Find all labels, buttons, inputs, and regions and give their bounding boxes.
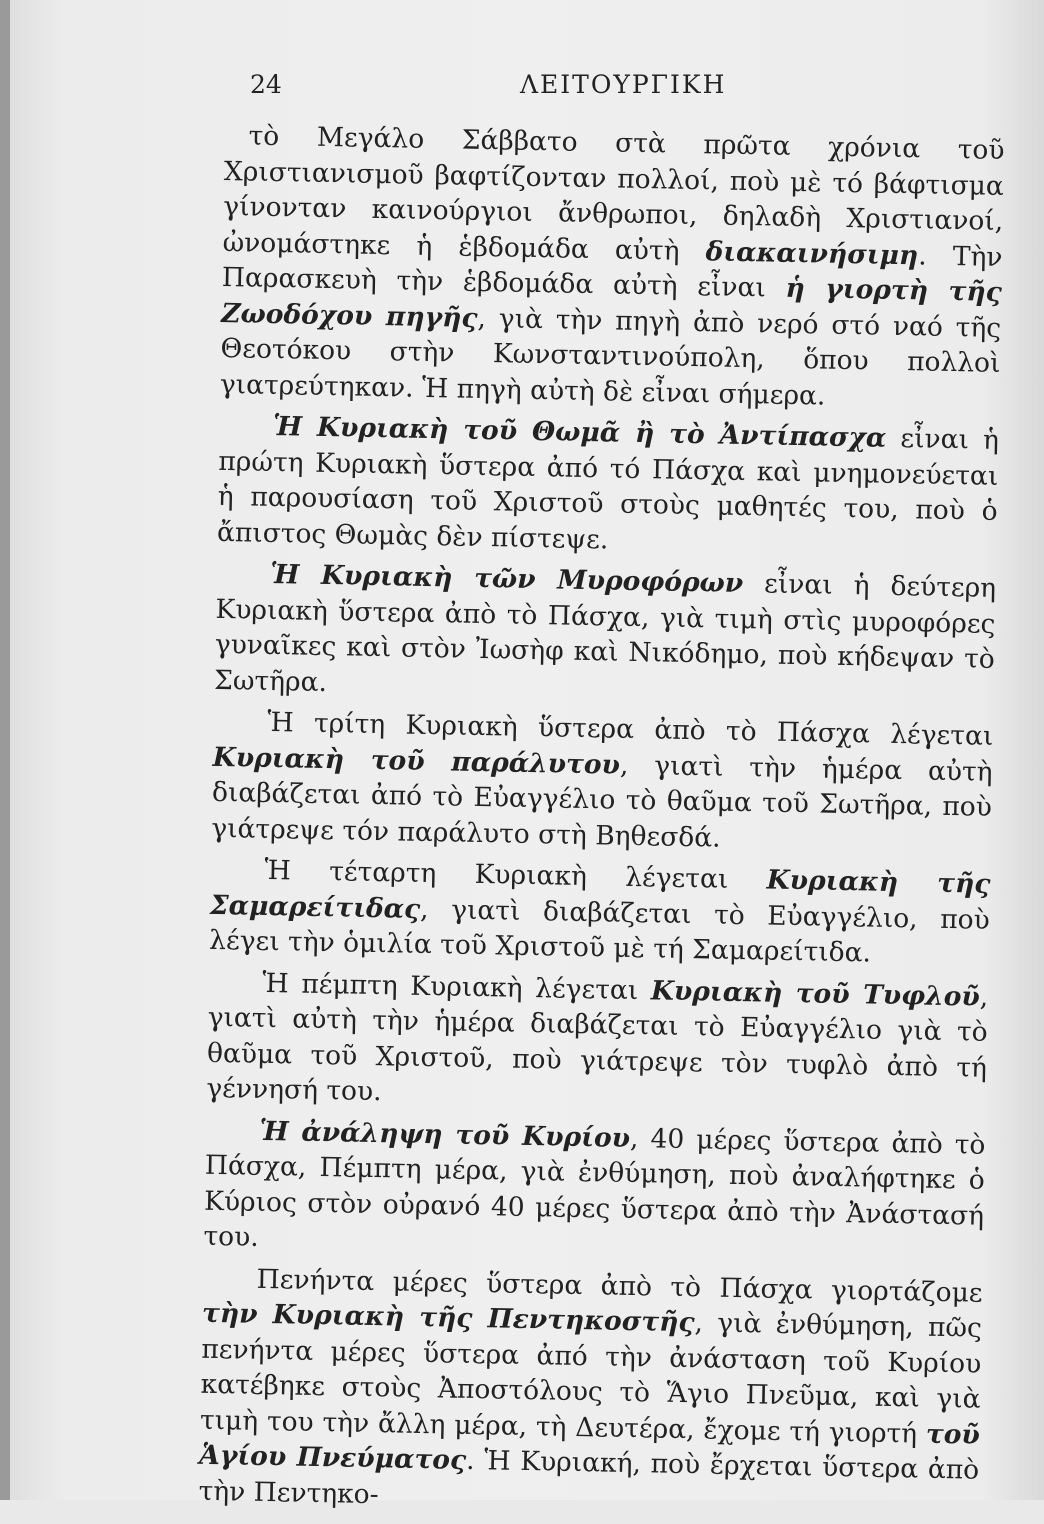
paragraph-ascension: Ἡ ἀνάληψη τοῦ Κυρίου, 40 μέρες ὕστερα ἀπὸ τὸ Πάσχα, Πέμπτη μέρα, γιὰ ἐνθύμηση, ποὺ ἀναλήφτηκε ὁ Κύριος στὸν οὐρανό 40 μέρες ὕστερα ἀπὸ τὴν Ἀνάστασή του. — [203, 1115, 986, 1253]
paragraph-easter-week: τὸ Μεγάλο Σάββατο στὰ πρῶτα χρόνια τοῦ Χριστιανισμοῦ βαφτίζονταν πολλοί, ποὺ μὲ τό βάφτισμα γίνονταν καινούργιοι ἄνθρωποι, δηλαδὴ Χριστιανοί, ὠνομάστηκε ἡ ἑβδομάδα αὐτὴ διακαινήσιμη. Τὴν Παρασκευὴ τὴν ἑβδομάδα αὐτὴ εἶναι ἡ γιορτὴ τῆς Ζωοδόχου πηγῆς, γιὰ τὴν πηγὴ ἀπὸ νερό στό ναό τῆς Θεοτόκου στὴν Κωνσταντινούπολη, ὅπου πολλοὶ γιατρεύτηκαν. Ἡ πηγὴ αὐτὴ δὲ εἶναι σήμερα. — [219, 120, 1005, 412]
running-head — [0, 70, 1044, 110]
term-zoodochos-pigi: ἡ γιορτὴ τῆς Ζωοδόχου πηγῆς — [220, 272, 1003, 334]
running-title: ΛΕΙΤΟΥΡΓΙΚΗ — [520, 70, 727, 99]
term-ascension: Ἡ ἀνάληψη τοῦ Κυρίου — [259, 1115, 631, 1154]
term-paralytic: Κυριακὴ τοῦ παράλυτου — [212, 741, 621, 781]
term-pentecost: τὴν Κυριακὴ τῆς Πεντηκοστῆς — [201, 1297, 695, 1339]
term-holy-spirit: τοῦ Ἁγίου Πνεύματος — [199, 1418, 981, 1476]
term-samaritan: Κυριακὴ τῆς Σαμαρείτιδας — [209, 864, 991, 925]
term-blind-man: Κυριακὴ τοῦ Τυφλοῦ — [650, 974, 981, 1013]
paragraph-myrrhbearers-sunday: Ἡ Κυριακὴ τῶν Μυροφόρων εἶναι ἡ δεύτερη Κυριακὴ ὕστερα ἀπὸ τὸ Πάσχα, γιὰ τιμὴ στὶς μυροφόρες γυναῖκες καὶ στὸν Ἰωσὴφ καὶ Νικόδημο, ποὺ κήδεψαν τὸ Σωτῆρα. — [213, 558, 997, 698]
body-text — [198, 118, 1005, 1524]
paragraph-blind-man-sunday: Ἡ πέμπτη Κυριακὴ λέγεται Κυριακὴ τοῦ Τυφλοῦ, γιατὶ αὐτὴ τὴν ἡμέρα διαβάζεται τὸ Εὐαγγέλιο γιὰ τὸ θαῦμα τοῦ Χριστοῦ, ποὺ γιάτρεψε τὸν τυφλὸ ἀπὸ τή γέννησή του. — [206, 967, 989, 1108]
page-gutter-shadow — [0, 0, 10, 1500]
term-myrrhbearers: Ἡ Κυριακὴ τῶν Μυροφόρων — [269, 558, 744, 600]
paragraph-thomas-sunday: Ἡ Κυριακὴ τοῦ Θωμᾶ ἢ τὸ Ἀντίπασχα εἶναι ἡ πρώτη Κυριακὴ ὕστερα ἀπό τό Πάσχα καὶ μνημονεύεται ἡ παρουσίαση τοῦ Χριστοῦ στοὺς μαθητές του, ποὺ ὁ ἄπιστος Θωμὰς δὲν πίστεψε. — [216, 410, 1000, 555]
term-thomas-sunday: Ἡ Κυριακὴ τοῦ Θωμᾶ ἢ τὸ Ἀντίπασχα — [272, 410, 887, 454]
paragraph-samaritan-sunday: Ἡ τέταρτη Κυριακὴ λέγεται Κυριακὴ τῆς Σαμαρείτιδας, γιατὶ διαβάζεται τὸ Εὐαγγέλιο, ποὺ λέγει τὴν ὁμιλία τοῦ Χριστοῦ μὲ τή Σαμαρείτιδα. — [208, 854, 991, 969]
page-number: 24 — [250, 70, 282, 99]
term-diakainisimi: διακαινήσιμη — [705, 235, 919, 271]
paragraph-pentecost: Πενήντα μέρες ὕστερα ἀπὸ τὸ Πάσχα γιορτάζομε τὴν Κυριακὴ τῆς Πεντηκοστῆς, γιὰ ἐνθύμηση, πῶς πενήντα μέρες ὕστερα ἀπό τὴν ἀνάσταση τοῦ Κυρίου κατέβηκε στοὺς Ἀποστόλους τὸ Ἅγιο Πνεῦμα, καὶ γιὰ τιμὴ του τὴν ἄλλη μέρα, τὴ Δευτέρα, ἔχομε τή γιορτή τοῦ Ἁγίου Πνεύματος. Ἡ Κυριακή, ποὺ ἔρχεται ὕστερα ἀπὸ τὴν Πεντηκο- — [198, 1263, 983, 1510]
paragraph-paralytic-sunday: Ἡ τρίτη Κυριακὴ ὕστερα ἀπὸ τὸ Πάσχα λέγεται Κυριακὴ τοῦ παράλυτου, γιατὶ τὴν ἡμέρα αὐτὴ διαβάζεται ἀπό τὸ Εὐαγγέλιο τὸ θαῦμα τοῦ Σωτῆρα, ποὺ γιάτρεψε τόν παράλυτο στὴ Βηθεσδά. — [211, 706, 994, 854]
